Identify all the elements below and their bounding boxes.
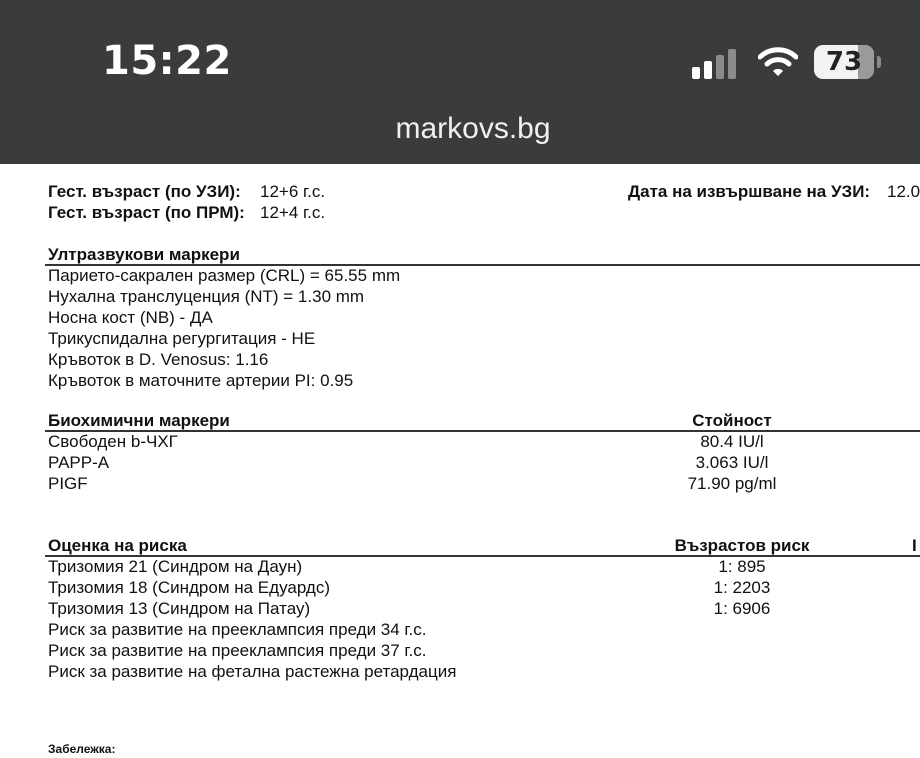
ultrasound-item: Трикуспидална регургитация - НЕ	[48, 329, 316, 348]
risk-name: Риск за развитие на фетална растежна ретардация	[48, 662, 457, 681]
battery-nub	[877, 56, 881, 68]
status-time: 15:22	[102, 38, 232, 84]
ultrasound-item: Кръвоток в маточните артерии PI: 0.95	[48, 371, 354, 390]
browser-chrome	[0, 0, 920, 164]
risk-name: Риск за развитие на прееклампсия преди 37 г.с.	[48, 641, 427, 660]
biochemical-heading: Биохимични маркери	[48, 411, 230, 430]
biochem-name: Свободен b-ЧХГ	[48, 432, 178, 451]
battery-icon	[814, 45, 874, 79]
ultrasound-heading: Ултразвукови маркери	[48, 245, 240, 264]
risk-age-value: 1: 895	[718, 557, 766, 576]
biochem-value: 80.4 IU/l	[700, 432, 764, 451]
us-date-value: 12.0	[887, 182, 920, 201]
value-column-header: Стойност	[692, 411, 772, 430]
risk-age-value: 1: 2203	[713, 578, 771, 597]
gest-age-lmp-label: Гест. възраст (по ПРМ):	[48, 203, 245, 222]
address-bar[interactable]: markovs.bg	[395, 112, 551, 145]
battery-percent: 73	[825, 47, 863, 77]
us-date-label: Дата на извършване на УЗИ:	[628, 182, 871, 201]
gest-age-lmp-value: 12+4 г.с.	[260, 203, 326, 222]
risk-name: Тризомия 21 (Синдром на Даун)	[48, 557, 303, 576]
ultrasound-item: Носна кост (NB) - ДА	[48, 308, 213, 327]
note-label: Забележка:	[48, 742, 116, 756]
signal-bar	[716, 55, 724, 79]
risk-heading: Оценка на риска	[48, 536, 187, 555]
risk-age-value: 1: 6906	[713, 599, 771, 618]
ultrasound-item: Кръвоток в D. Venosus: 1.16	[48, 350, 269, 369]
signal-bar	[704, 61, 712, 79]
biochem-value: 71.90 pg/ml	[687, 474, 777, 493]
biochem-name: PAPP-A	[48, 453, 110, 472]
risk-name: Риск за развитие на прееклампсия преди 34 г.с.	[48, 620, 427, 639]
risk-name: Тризомия 13 (Синдром на Патау)	[48, 599, 311, 618]
signal-bar	[692, 67, 700, 79]
biochem-name: PIGF	[48, 474, 88, 493]
ultrasound-item: Нухална транслуценция (NT) = 1.30 mm	[48, 287, 365, 306]
report-document	[0, 164, 920, 758]
cellular-signal-icon	[692, 47, 740, 79]
gest-age-us-value: 12+6 г.с.	[260, 182, 326, 201]
ultrasound-item: Парието-сакрален размер (CRL) = 65.55 mm	[48, 266, 401, 285]
gest-age-us-label: Гест. възраст (по УЗИ):	[48, 182, 241, 201]
biochem-value: 3.063 IU/l	[695, 453, 769, 472]
wifi-icon	[758, 46, 798, 78]
cut-off-column-header: I	[912, 536, 917, 555]
signal-bar	[728, 49, 736, 79]
risk-name: Тризомия 18 (Синдром на Едуардс)	[48, 578, 330, 597]
age-risk-column-header: Възрастов риск	[674, 536, 810, 555]
